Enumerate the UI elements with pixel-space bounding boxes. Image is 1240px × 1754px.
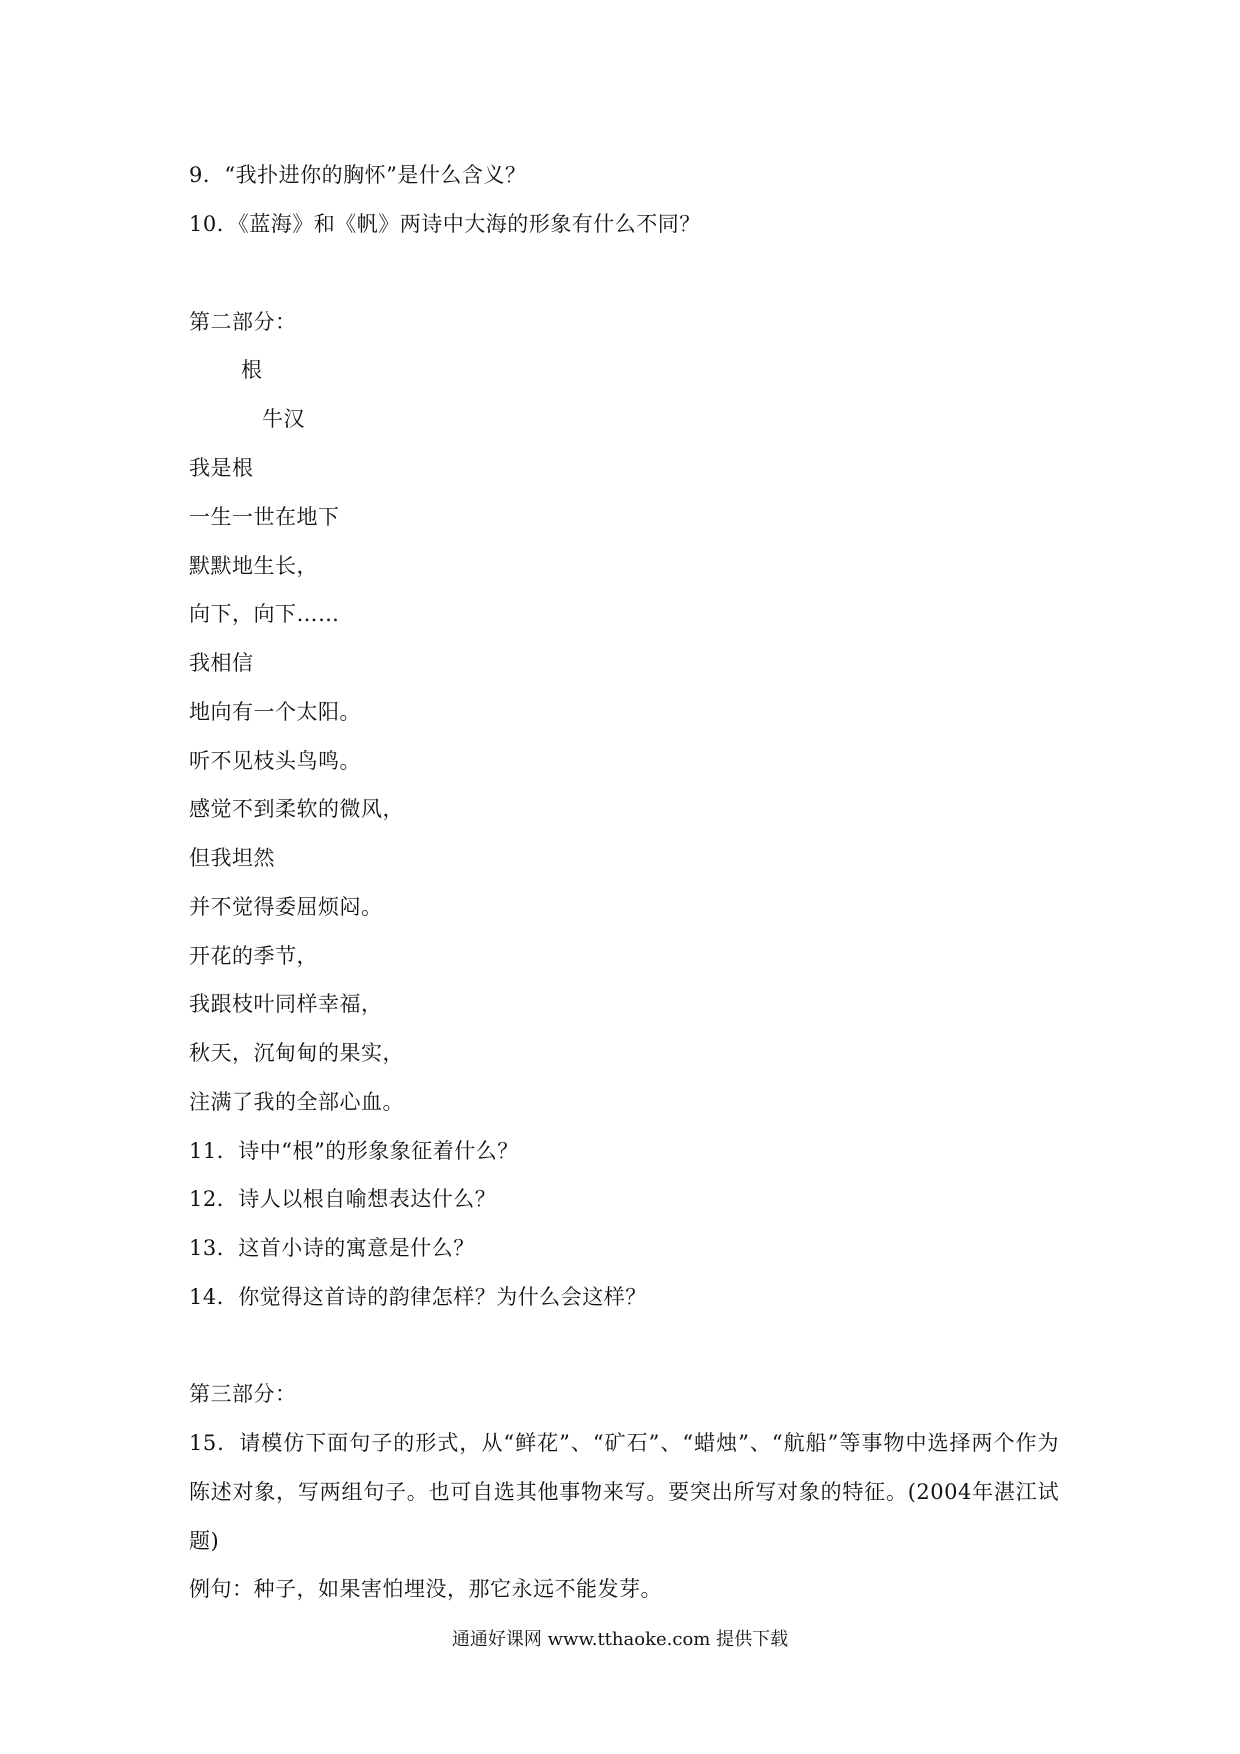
poem-line: 我是根 — [189, 456, 254, 480]
question-12: 12．诗人以根自喻想表达什么？ — [189, 1187, 497, 1211]
poem-line: 秋天，沉甸甸的果实， — [189, 1041, 404, 1065]
poem-line: 感觉不到柔软的微风， — [189, 797, 404, 821]
poem-line: 听不见枝头鸟鸣。 — [189, 749, 361, 773]
poem-line: 开花的季节， — [189, 944, 318, 968]
poem-title: 根 — [241, 358, 263, 382]
poem-line: 并不觉得委屈烦闷。 — [189, 895, 383, 919]
question-10: 10．《蓝海》和《帆》两诗中大海的形象有什么不同？ — [189, 212, 701, 236]
poem-author: 牛汉 — [262, 407, 305, 431]
poem-line: 向下，向下…… — [189, 602, 340, 626]
example-sentence: 例句：种子，如果害怕埋没，那它永远不能发芽。 — [189, 1577, 662, 1601]
poem-line: 地向有一个太阳。 — [189, 700, 361, 724]
poem-line: 默默地生长， — [189, 554, 318, 578]
question-15: 15．请模仿下面句子的形式，从“鲜花”、“矿石”、“蜡烛”、“航船”等事物中选择两个作为陈述对象，写两组句子。也可自选其他事物来写。要突出所写对象的特征。(2004年湛江试题) — [189, 1431, 1059, 1553]
question-9: 9．“我扑进你的胸怀”是什么含义？ — [189, 163, 527, 187]
page-footer: 通通好课网 www.tthaoke.com 提供下载 — [451, 1629, 789, 1650]
poem-line: 我跟枝叶同样幸福， — [189, 992, 383, 1016]
question-11: 11．诗中“根”的形象象征着什么？ — [189, 1139, 519, 1163]
poem-line: 一生一世在地下 — [189, 505, 340, 529]
question-13: 13．这首小诗的寓意是什么？ — [189, 1236, 475, 1260]
poem-line: 我相信 — [189, 651, 254, 675]
poem-line: 但我坦然 — [189, 846, 275, 870]
part2-heading: 第二部分： — [189, 310, 297, 334]
part3-heading: 第三部分： — [189, 1382, 297, 1406]
question-14: 14．你觉得这首诗的韵律怎样？为什么会这样？ — [189, 1285, 647, 1309]
poem-line: 注满了我的全部心血。 — [189, 1090, 404, 1114]
